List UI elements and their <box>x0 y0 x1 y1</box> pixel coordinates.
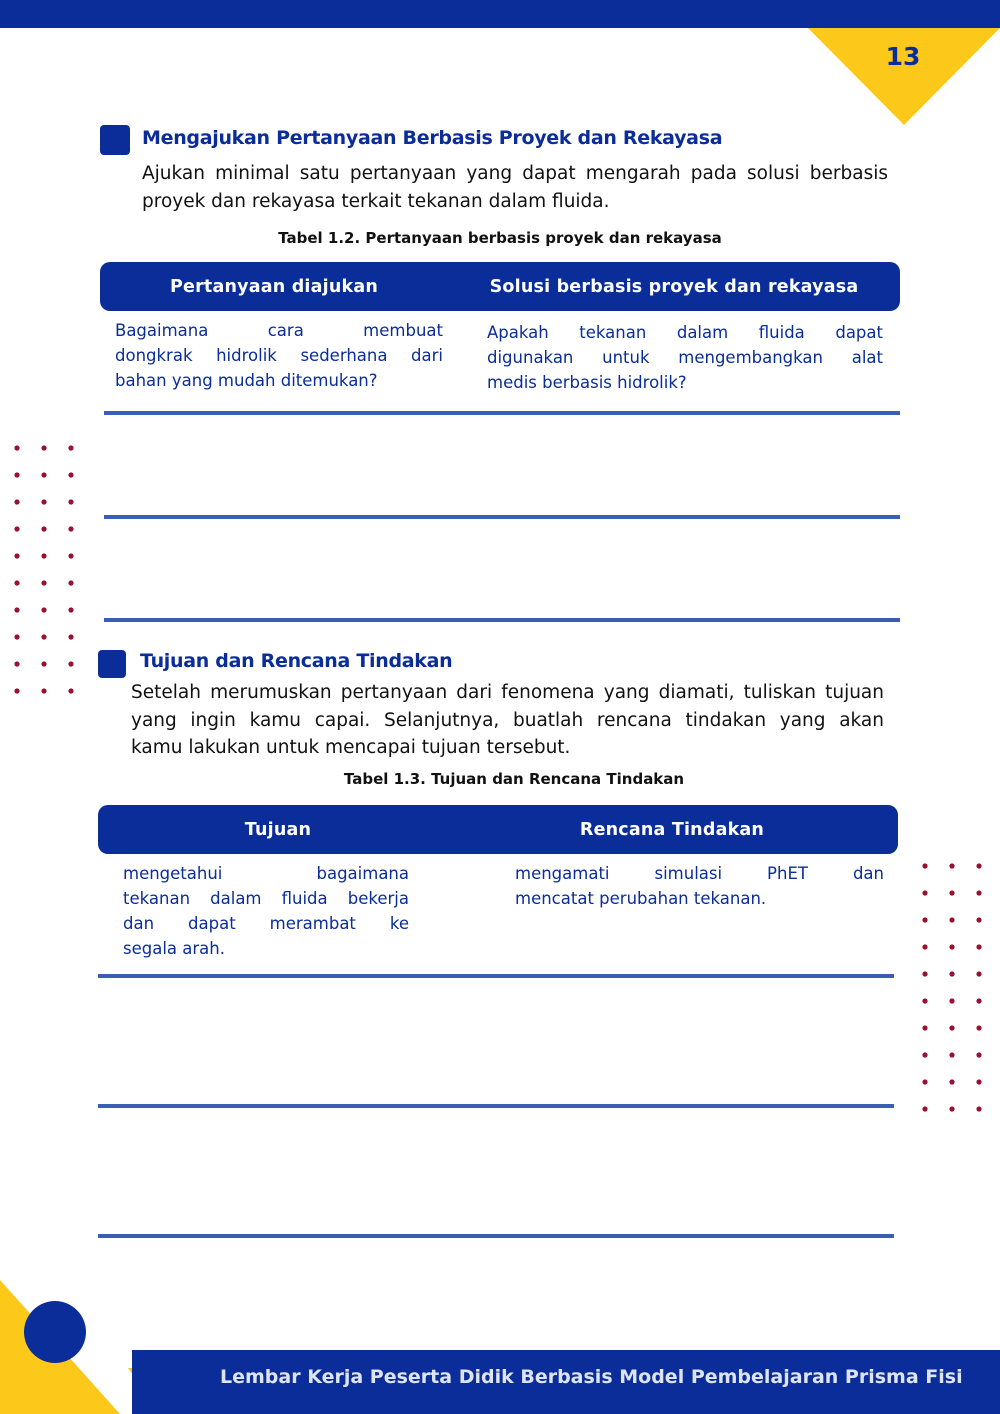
decorative-dot <box>922 863 927 868</box>
decorative-dot <box>41 499 46 504</box>
decorative-dot <box>922 971 927 976</box>
decorative-dot <box>949 863 954 868</box>
decorative-dot <box>68 499 73 504</box>
decorative-dot <box>14 688 19 693</box>
decorative-dot <box>922 944 927 949</box>
decorative-dot <box>41 445 46 450</box>
decorative-dot <box>14 499 19 504</box>
decorative-dot <box>14 445 19 450</box>
table-header <box>98 805 898 854</box>
decorative-dot <box>976 998 981 1003</box>
cell-line: dan dapat merambat ke <box>123 914 409 933</box>
decorative-dot <box>949 890 954 895</box>
decorative-dot <box>14 526 19 531</box>
instruction-line: kamu lakukan untuk mencapai tujuan tersebut. <box>131 737 571 758</box>
footer-title: Lembar Kerja Peserta Didik Berbasis Model Pembelajaran Prisma Fisi <box>220 1366 963 1388</box>
decorative-dot <box>976 944 981 949</box>
section-instructions <box>131 679 884 762</box>
decorative-dot <box>922 998 927 1003</box>
cell-line: digunakan untuk mengembangkan alat <box>487 348 883 367</box>
table-answer-line[interactable] <box>104 618 900 622</box>
decorative-dot <box>949 944 954 949</box>
table-header-cell: Solusi berbasis proyek dan rekayasa <box>489 276 859 297</box>
decorative-dot <box>41 688 46 693</box>
cell-line: mencatat perubahan tekanan. <box>515 889 767 908</box>
cell-line: medis berbasis hidrolik? <box>487 373 687 392</box>
cell-line: tekanan dalam fluida bekerja <box>123 889 409 908</box>
table-answer-line[interactable] <box>98 1234 894 1238</box>
decorative-dot <box>922 917 927 922</box>
cell-line: segala arah. <box>123 939 225 958</box>
table-cell-question <box>115 318 443 393</box>
decorative-dot <box>41 526 46 531</box>
decorative-dot <box>949 998 954 1003</box>
decorative-dot <box>922 1079 927 1084</box>
decorative-dot <box>41 553 46 558</box>
decorative-dot <box>14 634 19 639</box>
table-header-cell: Tujuan <box>244 819 312 840</box>
decorative-dot <box>922 1052 927 1057</box>
table-header-cell: Rencana Tindakan <box>579 819 765 840</box>
decorative-dot <box>41 634 46 639</box>
page-number: 13 <box>885 42 921 71</box>
decorative-dot <box>976 1106 981 1111</box>
decorative-dot <box>922 1025 927 1030</box>
decorative-dot <box>976 890 981 895</box>
decorative-dot <box>14 553 19 558</box>
cell-line: mengetahui bagaimana <box>123 864 409 883</box>
decorative-dot <box>41 580 46 585</box>
decorative-dot <box>68 472 73 477</box>
table-cell-action-plan <box>515 861 884 911</box>
table-cell-solution <box>487 320 883 395</box>
decorative-dot <box>976 1079 981 1084</box>
decorative-dot <box>41 607 46 612</box>
decorative-dot <box>68 688 73 693</box>
decorative-dot-grid-right <box>918 858 988 1118</box>
table-answer-line[interactable] <box>104 515 900 519</box>
decorative-dot <box>68 445 73 450</box>
decorative-dot <box>68 553 73 558</box>
decorative-dot <box>949 1106 954 1111</box>
table-caption: Tabel 1.2. Pertanyaan berbasis proyek dan rekayasa <box>278 229 722 247</box>
decorative-dot <box>949 917 954 922</box>
cell-line: Bagaimana cara membuat <box>115 321 443 340</box>
section-title: Mengajukan Pertanyaan Berbasis Proyek dan Rekayasa <box>142 127 723 149</box>
decorative-dot <box>68 607 73 612</box>
decorative-dot <box>14 607 19 612</box>
table-header-cell: Pertanyaan diajukan <box>169 276 379 297</box>
decorative-dot <box>949 971 954 976</box>
decorative-dot <box>976 917 981 922</box>
decorative-dot <box>68 634 73 639</box>
cell-line: Apakah tekanan dalam fluida dapat <box>487 323 883 342</box>
decorative-dot <box>68 661 73 666</box>
decorative-dot <box>949 1052 954 1057</box>
decorative-dot <box>14 472 19 477</box>
top-bar <box>0 0 1000 28</box>
decorative-dot <box>949 1079 954 1084</box>
footer-circle <box>24 1301 86 1363</box>
decorative-dot <box>14 580 19 585</box>
table-caption: Tabel 1.3. Tujuan dan Rencana Tindakan <box>343 770 685 788</box>
table-row-divider <box>104 411 900 415</box>
decorative-dot <box>922 1106 927 1111</box>
table-cell-goal <box>123 861 409 961</box>
decorative-dot <box>41 472 46 477</box>
instruction-line: Ajukan minimal satu pertanyaan yang dapat mengarah pada solusi berbasis <box>142 163 888 184</box>
instruction-line: proyek dan rekayasa terkait tekanan dalam fluida. <box>142 190 610 212</box>
decorative-dot <box>976 1025 981 1030</box>
decorative-dot <box>949 1025 954 1030</box>
decorative-dot <box>41 661 46 666</box>
decorative-dot <box>976 971 981 976</box>
section-square-icon <box>98 650 126 678</box>
decorative-dot <box>976 1052 981 1057</box>
decorative-dot-grid-left <box>10 440 80 700</box>
cell-line: dongkrak hidrolik sederhana dari <box>115 346 443 365</box>
table-header <box>100 262 900 311</box>
instruction-line: Setelah merumuskan pertanyaan dari fenomena yang diamati, tuliskan tujuan <box>131 682 884 703</box>
section-instructions <box>142 160 888 215</box>
decorative-dot <box>68 580 73 585</box>
decorative-dot <box>976 863 981 868</box>
decorative-dot <box>14 661 19 666</box>
decorative-dot <box>68 526 73 531</box>
cell-line: bahan yang mudah ditemukan? <box>115 371 378 390</box>
section-square-icon <box>100 125 130 155</box>
instruction-line: yang ingin kamu capai. Selanjutnya, buatlah rencana tindakan yang akan <box>131 709 884 731</box>
decorative-dot <box>922 890 927 895</box>
table-row-divider <box>98 974 894 978</box>
table-answer-line[interactable] <box>98 1104 894 1108</box>
cell-line: mengamati simulasi PhET dan <box>515 864 884 883</box>
section-title: Tujuan dan Rencana Tindakan <box>140 650 453 672</box>
